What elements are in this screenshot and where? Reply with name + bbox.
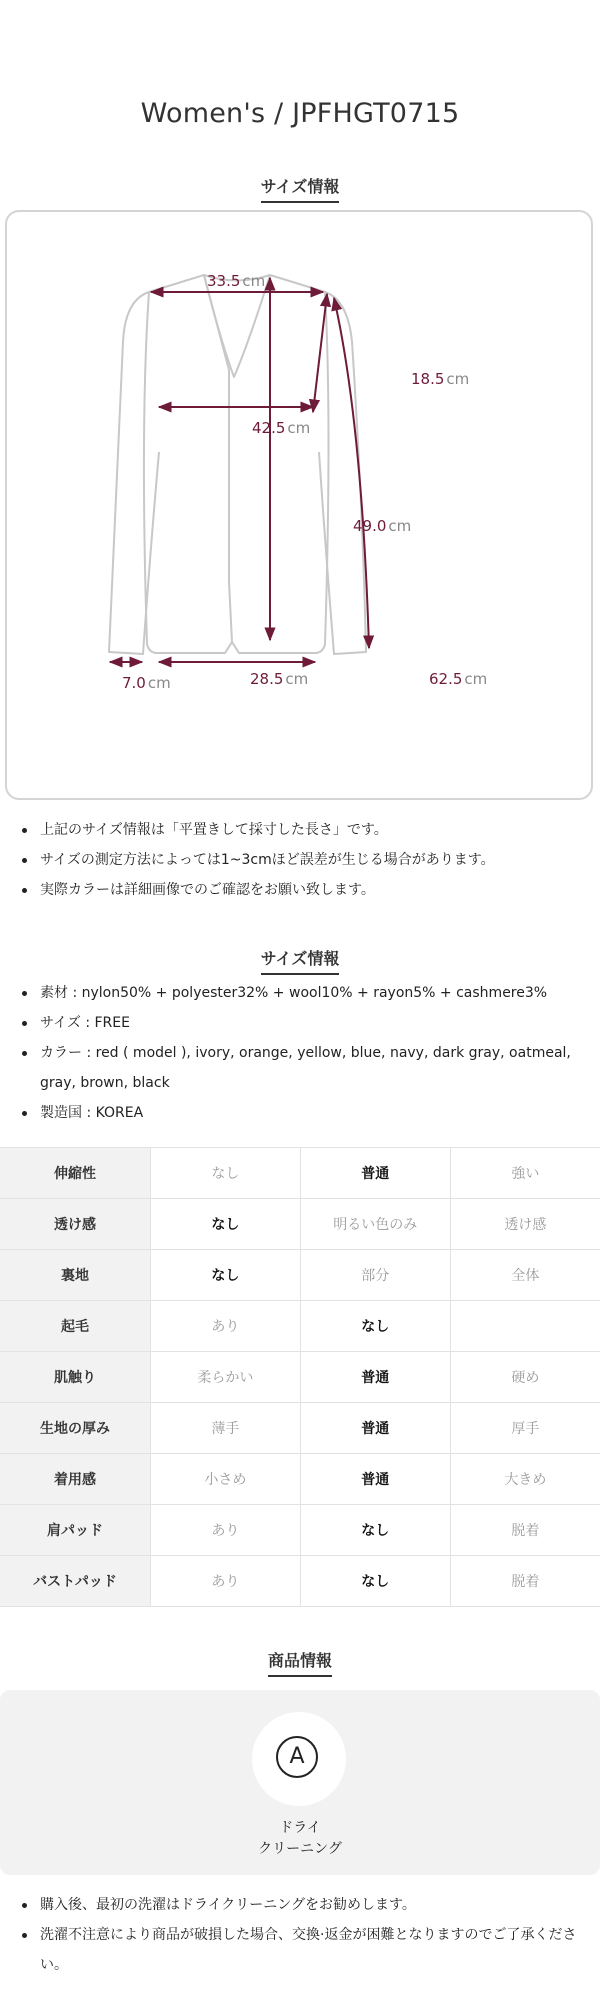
attribute-label: 透け感 xyxy=(0,1199,151,1250)
attribute-option-selected: 普通 xyxy=(300,1352,450,1403)
size-info-heading: サイズ情報 xyxy=(0,174,600,203)
table-row xyxy=(0,1403,600,1454)
attribute-option-selected: 普通 xyxy=(300,1403,450,1454)
attribute-option-selected: なし xyxy=(300,1505,450,1556)
size-diagram xyxy=(5,210,593,800)
attribute-option: あり xyxy=(151,1505,301,1556)
attribute-option: 明るい色のみ xyxy=(300,1199,450,1250)
attribute-option: 脱着 xyxy=(450,1556,600,1607)
attribute-option: 硬め xyxy=(450,1352,600,1403)
attribute-option: 脱着 xyxy=(450,1505,600,1556)
size-notes-list xyxy=(0,815,600,905)
care-label: ドライ クリーニング xyxy=(258,1820,342,1857)
list-item: 実際カラーは詳細画像でのご確認をお願い致します。 xyxy=(40,875,600,905)
attribute-label: 肩パッド xyxy=(0,1505,151,1556)
cuff-width-label: 7.0 cm xyxy=(122,674,171,692)
attribute-option: あり xyxy=(151,1556,301,1607)
attribute-option-selected: なし xyxy=(151,1250,301,1301)
attribute-option: 強い xyxy=(450,1148,600,1199)
attribute-option-selected: 普通 xyxy=(300,1454,450,1505)
spec-list xyxy=(0,978,600,1128)
attribute-option-selected: なし xyxy=(300,1301,450,1352)
table-row xyxy=(0,1454,600,1505)
table-row xyxy=(0,1556,600,1607)
attribute-option: 部分 xyxy=(300,1250,450,1301)
attribute-option: 大きめ xyxy=(450,1454,600,1505)
armhole-measure-line xyxy=(313,294,327,412)
table-row xyxy=(0,1199,600,1250)
fabric-attributes-table xyxy=(0,1147,600,1607)
attribute-label: 伸縮性 xyxy=(0,1148,151,1199)
dry-clean-icon: A xyxy=(276,1736,318,1778)
attribute-option xyxy=(450,1301,600,1352)
attribute-option: 薄手 xyxy=(151,1403,301,1454)
size-item: サイズ : FREE xyxy=(40,1008,600,1038)
chest-width-label: 42.5 cm xyxy=(252,419,311,437)
list-item: サイズの測定方法によっては1~3cmほど誤差が生じる場合があります。 xyxy=(40,845,600,875)
care-notes-list xyxy=(0,1890,600,1980)
attribute-label: 起毛 xyxy=(0,1301,151,1352)
attribute-label: 着用感 xyxy=(0,1454,151,1505)
origin-item: 製造国 : KOREA xyxy=(40,1098,600,1128)
table-row xyxy=(0,1148,600,1199)
attribute-label: 生地の厚み xyxy=(0,1403,151,1454)
table-row xyxy=(0,1301,600,1352)
care-icon-circle xyxy=(252,1712,346,1806)
attribute-option-selected: なし xyxy=(300,1556,450,1607)
attribute-option: あり xyxy=(151,1301,301,1352)
list-item: 洗濯不注意により商品が破損した場合、交換·返金が困難となりますのでご了承ください。 xyxy=(40,1920,600,1980)
attribute-label: 裏地 xyxy=(0,1250,151,1301)
color-item: カラー : red ( model ), ivory, orange, yellow, blue, navy, dark gray, oatmeal, gray, brown, black xyxy=(40,1038,600,1098)
table-row xyxy=(0,1250,600,1301)
attribute-option-selected: なし xyxy=(151,1199,301,1250)
care-instructions-box xyxy=(0,1690,600,1875)
table-row xyxy=(0,1505,600,1556)
sleeve-length-label: 62.5 cm xyxy=(429,670,488,688)
spec-heading: サイズ情報 xyxy=(0,946,600,975)
product-title: Women's / JPFHGT0715 xyxy=(140,98,460,129)
total-length-label: 49.0 cm xyxy=(353,517,412,535)
attribute-option: 厚手 xyxy=(450,1403,600,1454)
shoulder-width-label: 33.5 cm xyxy=(207,272,266,290)
table-row xyxy=(0,1352,600,1403)
armhole-label: 18.5 cm xyxy=(411,370,470,388)
attribute-label: バストパッド xyxy=(0,1556,151,1607)
attribute-option: 透け感 xyxy=(450,1199,600,1250)
cardigan-outline xyxy=(7,212,595,802)
material-item: 素材 : nylon50% + polyester32% + wool10% + rayon5% + cashmere3% xyxy=(40,978,600,1008)
list-item: 上記のサイズ情報は「平置きして採寸した長さ」です。 xyxy=(40,815,600,845)
attribute-option: 小さめ xyxy=(151,1454,301,1505)
attribute-option: なし xyxy=(151,1148,301,1199)
attribute-option: 柔らかい xyxy=(151,1352,301,1403)
product-info-heading: 商品情報 xyxy=(0,1648,600,1677)
hem-width-label: 28.5 cm xyxy=(250,670,309,688)
attribute-label: 肌触り xyxy=(0,1352,151,1403)
list-item: 購入後、最初の洗濯はドライクリーニングをお勧めします。 xyxy=(40,1890,600,1920)
attribute-option: 全体 xyxy=(450,1250,600,1301)
attribute-option-selected: 普通 xyxy=(300,1148,450,1199)
